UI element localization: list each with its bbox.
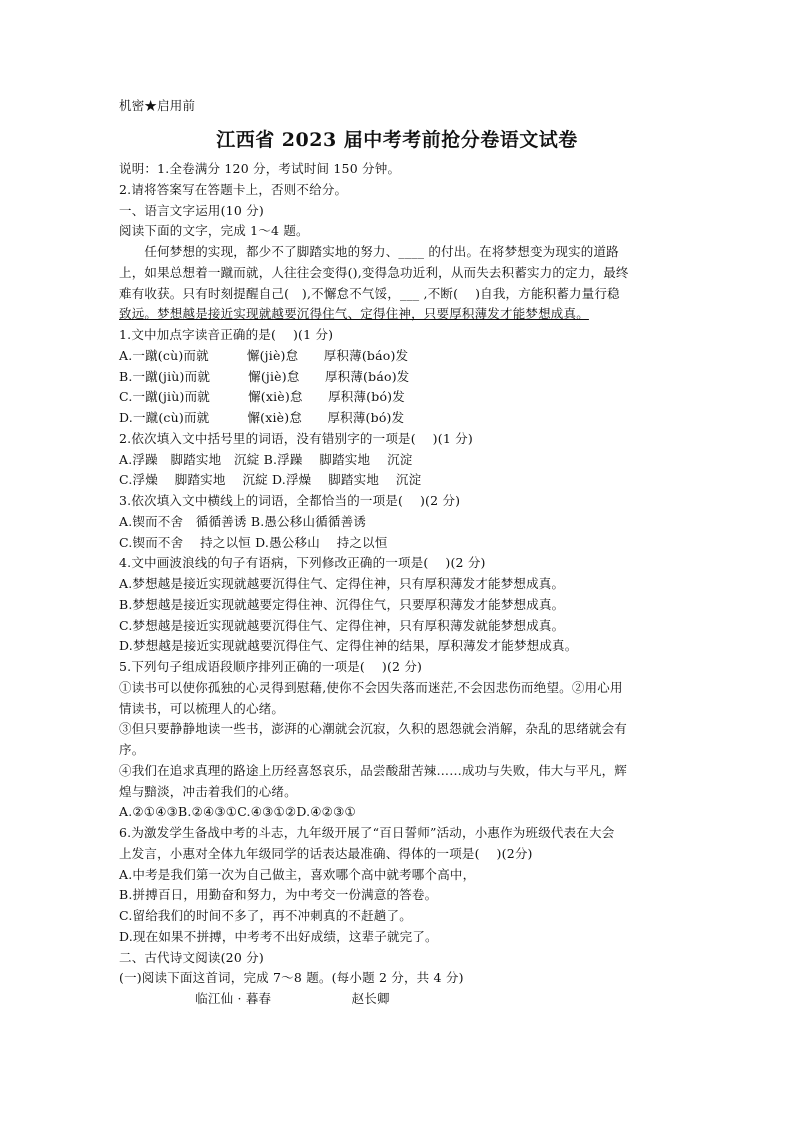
text-line: A.中考是我们第一次为自己做主，喜欢哪个高中就考哪个高中，: [119, 866, 476, 882]
text-line: B.拼搏百日，用勤奋和努力，为中考交一份满意的答卷。: [119, 887, 438, 903]
text-line: C.一蹴(jiù)而就 懈(xiè)怠 厚积薄(bó)发: [119, 389, 405, 405]
confidential-label: 机密★启用前: [119, 98, 196, 113]
text-line: 2.请将答案写在答题卡上，否则不给分。: [119, 181, 348, 197]
text-line: B.一蹴(jiù)而就 懈(jiè)怠 厚积薄(báo)发: [119, 368, 410, 384]
text-line: 2.依次填入文中括号里的词语，没有错别字的一项是( )(1 分): [119, 430, 473, 446]
text-line: 序。: [119, 742, 145, 757]
text-line: C.浮燥 脚踏实地 沉綻 D.浮燥 脚踏实地 沉淀: [119, 472, 422, 488]
text-line: C.锲而不舍 持之以恒 D.愚公移山 持之以恒: [119, 534, 388, 550]
text-line: 6.为激发学生备战中考的斗志，九年级开展了“百日誓师”活动，小惠作为班级代表在大会: [119, 825, 615, 840]
text-line: (一)阅读下面这首词，完成 7～8 题。(每小题 2 分，共 4 分): [119, 970, 464, 986]
text-line: A.浮躁 脚踏实地 沉綻 B.浮躁 脚踏实地 沉淀: [119, 451, 413, 467]
text-line: D.梦想越是接近实现就越要沉得住气、定得住神的结果，厚积薄发才能梦想成真。: [119, 638, 578, 654]
text-line: 二、古代诗文阅读(20 分): [119, 949, 264, 965]
text-line: A.一蹴(cù)而就 懈(jiè)怠 厚积薄(báo)发: [119, 347, 409, 363]
text-line: B.梦想越是接近实现就越要定得住神、沉得住气，只要厚积薄发才能梦想成真。: [119, 596, 565, 612]
text-line: 任何梦想的实现，都少不了脚踏实地的努力、____ 的付出。在将梦想变为现实的道路: [119, 244, 619, 259]
text-line: 难有收获。只有时刻提醒自己( ),不懈怠不气馁，___ ,不断( )自我，方能积蓄力量行稳: [119, 285, 620, 301]
text-line: 致远。梦想越是接近实现就越要沉得住气、定得住神，只要厚积薄发才能梦想成真。: [119, 306, 589, 322]
text-line: C.留给我们的时间不多了，再不冲刺真的不赶趟了。: [119, 908, 412, 923]
text-line: ④我们在追求真理的路途上历经喜怒哀乐，品尝酸甜苦辣……成功与失败，伟大与平凡，辉: [119, 762, 628, 778]
text-line: 3.依次填入文中横线上的词语，全都恰当的一项是( )(2 分): [119, 493, 461, 508]
text-line: D.现在如果不拼搏，中考考不出好成绩，这辈子就完了。: [119, 928, 438, 944]
text-line: 上发言，小惠对全体九年级同学的话表达最准确、得体的一项是( )(2分): [119, 845, 533, 861]
text-line: A.锲而不舍 循循善诱 B.愚公移山循循善诱: [119, 513, 367, 529]
text-line: ③但只要静静地读一些书，澎湃的心潮就会沉寂，久积的恩怨就会消解，杂乱的思绪就会有: [119, 721, 628, 737]
text-line: 临江仙 · 暮春 赵长卿: [119, 991, 390, 1006]
text-line: 说明：1.全卷满分 120 分，考试时间 150 分钟。: [119, 161, 401, 176]
text-line: 4.文中画波浪线的句子有语病，下列修改正确的一项是( )(2 分): [119, 555, 486, 571]
text-line: 1.文中加点字读音正确的是( )(1 分): [119, 327, 334, 342]
page-title: 江西省 2023 届中考考前抢分卷语文试卷: [216, 129, 578, 151]
text-line: C.梦想越是接近实现就越要沉得住气、定得住神，只有厚积薄发就能梦想成真。: [119, 617, 565, 633]
text-line: 5.下列句子组成语段顺序排列正确的一项是( )(2 分): [119, 659, 423, 674]
text-line: D.一蹴(cù)而就 懈(xiè)怠 厚积薄(bó)发: [119, 410, 405, 425]
text-line: A.梦想越是接近实现就越要沉得住气、定得住神，只有厚积薄发才能梦想成真。: [119, 576, 565, 591]
text-line: ①读书可以使你孤独的心灵得到慰藉,使你不会因失落而迷茫,不会因悲伤而绝望。②用心用: [119, 679, 623, 695]
text-line: 情读书，可以梳理人的心绪。: [119, 700, 285, 716]
text-line: 阅读下面的文字，完成 1～4 题。: [119, 223, 309, 239]
text-line: 一、语言文字运用(10 分): [119, 202, 264, 218]
text-line: 煌与黯淡，冲击着我们的心绪。: [119, 783, 297, 799]
text-line: A.②①④③B.②④③①C.④③①②D.④②③①: [119, 804, 356, 820]
text-line: 上，如果总想着一蹴而就，人往往会变得(),变得急功近利，从而失去积蓄实力的定力，最终: [119, 264, 629, 280]
